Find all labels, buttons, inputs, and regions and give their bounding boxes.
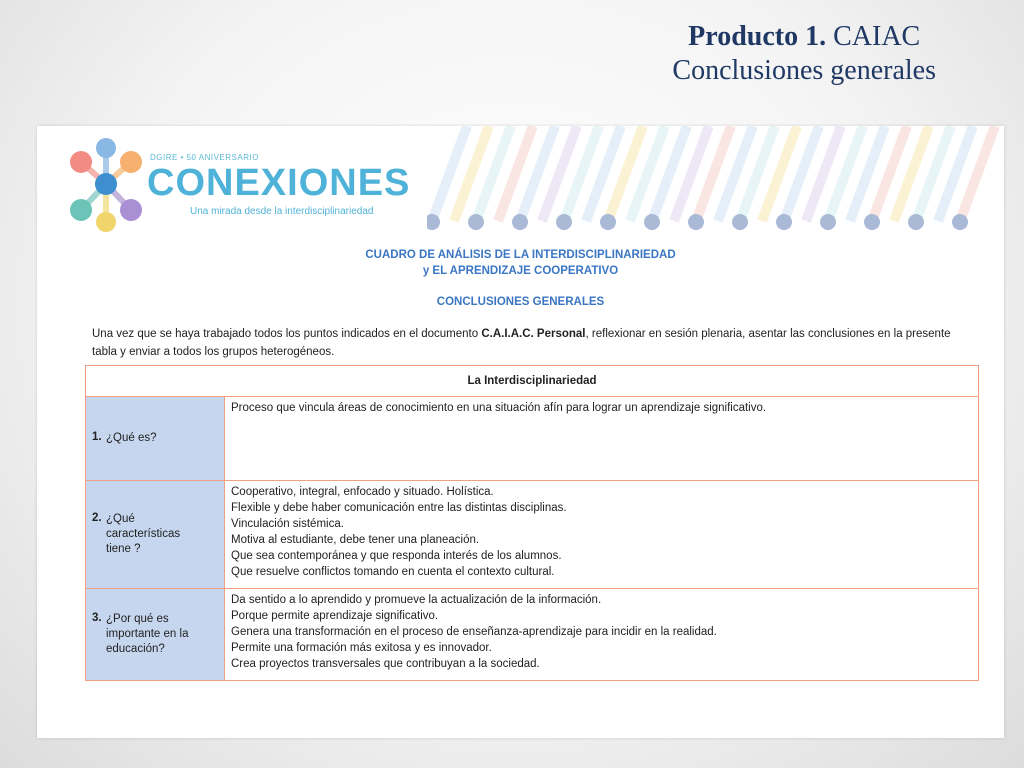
- logo-small-text: DGIRE • 50 ANIVERSARIO: [150, 153, 259, 162]
- doc-heading-line2: y EL APRENDIZAJE COOPERATIVO: [422, 265, 619, 277]
- analysis-table: [85, 365, 979, 681]
- table-row: [86, 397, 979, 481]
- answer-cell: Da sentido a lo aprendido y promueve la actualización de la información. Porque permite aprendizaje significativo. Genera una transformación en el proceso de enseñanza-aprendizaje para incidir en la realidad. Permite una formación más exitosa y es innovador. Crea proyectos transversales que contribuyan a la sociedad.: [225, 589, 979, 681]
- slide-subtitle: Conclusiones generales: [672, 55, 936, 86]
- doc-section-title: CONCLUSIONES GENERALES: [436, 296, 605, 308]
- molecule-logo-icon: [59, 134, 154, 239]
- question-cell: 1. ¿Qué es?: [86, 397, 225, 481]
- table-header: La Interdisciplinariedad: [86, 366, 979, 397]
- decorative-stripes: [427, 126, 1004, 236]
- logo-tagline: Una mirada desde la interdisciplinariedad: [190, 206, 374, 217]
- title-bold: Producto 1.: [688, 21, 827, 52]
- slide-title: [672, 20, 936, 88]
- doc-heading-line1: CUADRO DE ANÁLISIS DE LA INTERDISCIPLINARIEDAD: [365, 249, 676, 261]
- document-image: [37, 126, 1004, 738]
- question-cell: 2. ¿Qué características tiene ?: [86, 481, 225, 589]
- intro-paragraph: Una vez que se haya trabajado todos los puntos indicados en el documento C.A.I.A.C. Personal, reflexionar en sesión plenaria, asentar las conclusiones en la presente tabla y enviar a todos los grupos heterogéneos.: [92, 328, 951, 358]
- answer-cell: Cooperativo, integral, enfocado y situado. Holística. Flexible y debe haber comunicación entre las distintas disciplinas. Vinculación sistémica. Motiva al estudiante, debe tener una planeación. Que sea contemporánea y que responda interés de los alumnos. Que resuelve conflictos tomando en cuenta el contexto cultural.: [225, 481, 979, 589]
- question-cell: 3. ¿Por qué es importante en la educación?: [86, 589, 225, 681]
- answer-cell: Proceso que vincula áreas de conocimiento en una situación afín para lograr un aprendizaje significativo.: [225, 397, 979, 481]
- table-row: [86, 589, 979, 681]
- title-rest: CAIAC: [826, 21, 921, 52]
- logo-name: CONEXIONES: [147, 162, 411, 204]
- table-row: [86, 481, 979, 589]
